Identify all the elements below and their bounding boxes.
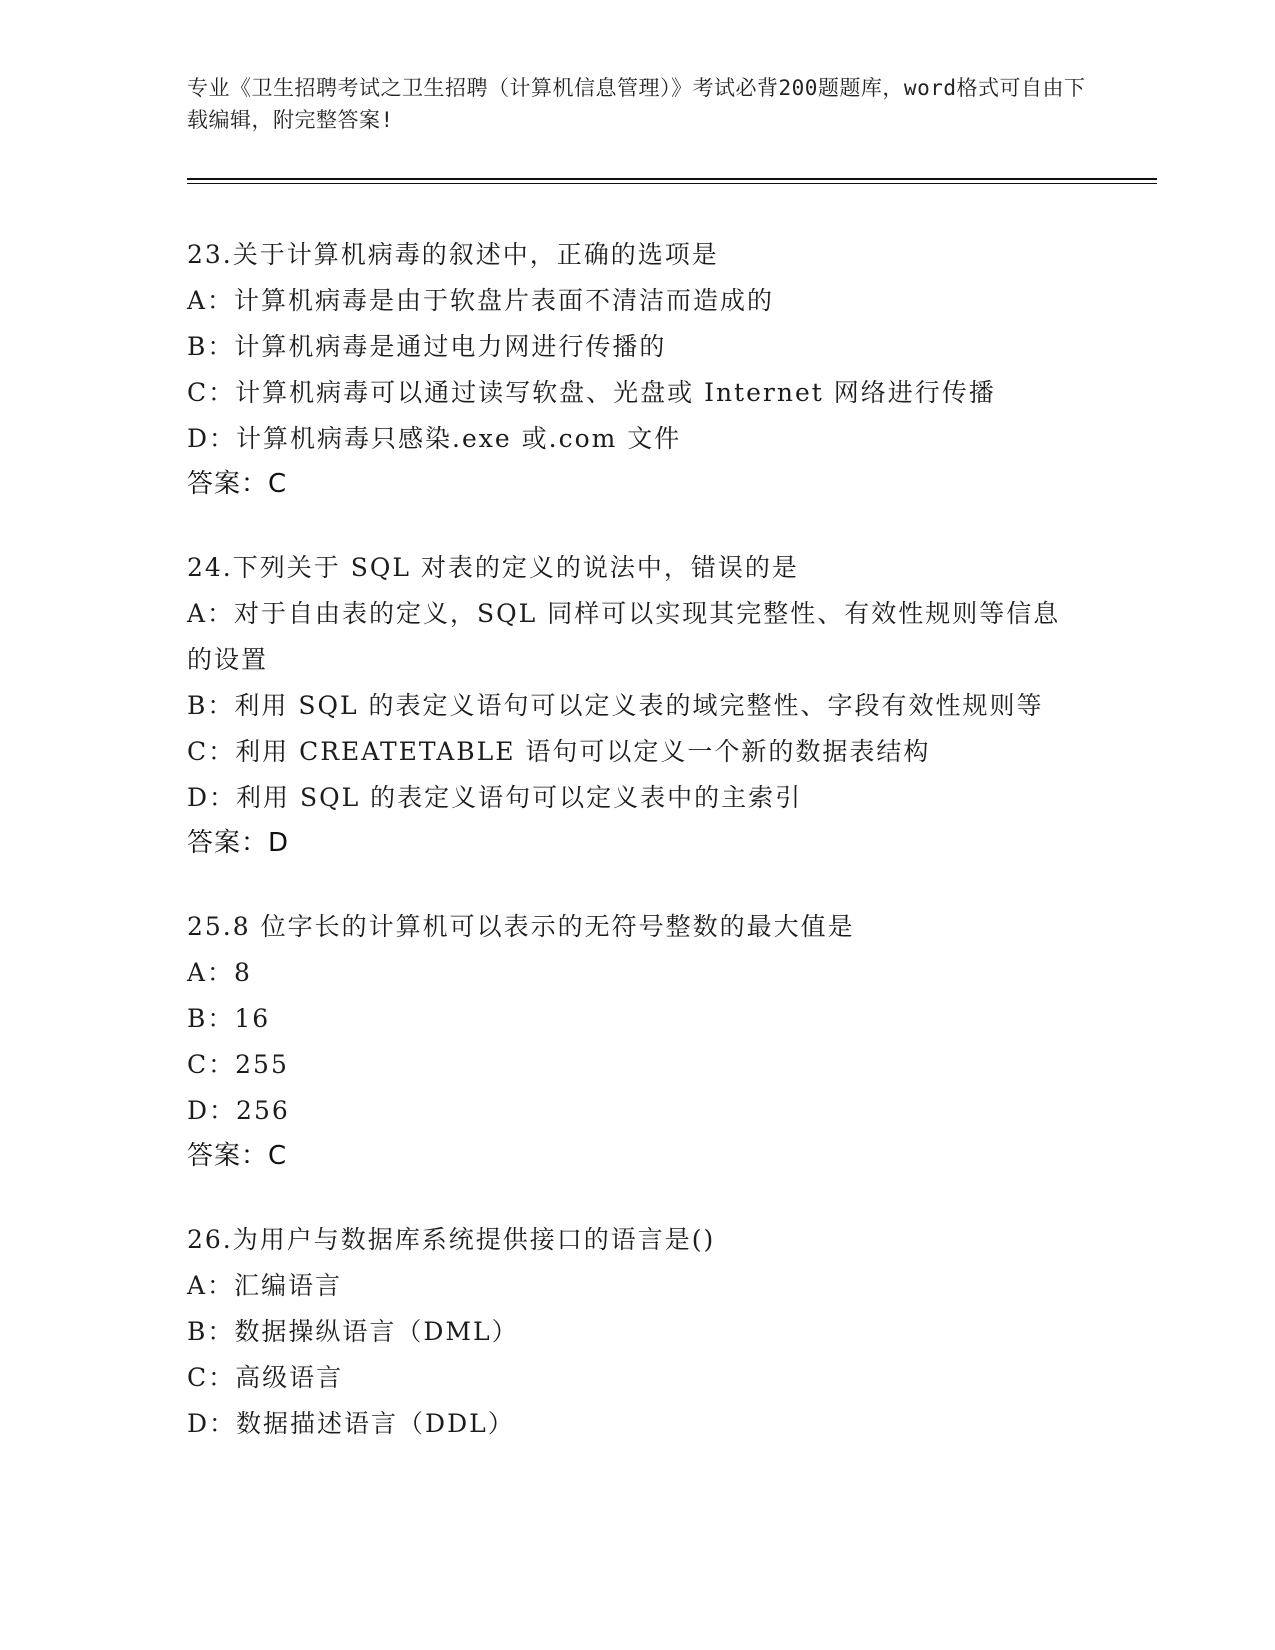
question-stem: 26.为用户与数据库系统提供接口的语言是() [187,1225,716,1254]
option-d: D：计算机病毒只感染.exe 或.com 文件 [187,424,682,453]
question-item [187,904,1087,1178]
answer-label: 答案：C [187,1141,288,1171]
option-b: B：16 [187,1004,271,1033]
answer-label: 答案：D [187,828,290,858]
answer-label: 答案：C [187,469,288,499]
option-c: C：255 [187,1050,289,1079]
question-list [187,232,1087,1486]
option-d: D：利用 SQL 的表定义语句可以定义表中的主索引 [187,783,803,812]
option-c: C：高级语言 [187,1363,344,1392]
question-stem: 25.8 位字长的计算机可以表示的无符号整数的最大值是 [187,912,855,941]
question-item [187,1217,1087,1447]
document-header: 专业《卫生招聘考试之卫生招聘（计算机信息管理）》考试必背200题题库，word格式可自由下载编辑，附完整答案! [187,76,1086,132]
option-c: C：计算机病毒可以通过读写软盘、光盘或 Internet 网络进行传播 [187,378,996,407]
option-a: A：8 [187,958,252,987]
option-b: B：数据操纵语言（DML） [187,1317,519,1346]
question-item [187,545,1087,865]
header-divider-thin [187,183,1157,184]
question-stem: 23.关于计算机病毒的叙述中，正确的选项是 [187,240,719,269]
option-d: D：数据描述语言（DDL） [187,1409,515,1438]
question-stem: 24.下列关于 SQL 对表的定义的说法中，错误的是 [187,553,799,582]
option-a: A：汇编语言 [187,1271,343,1300]
option-c: C：利用 CREATETABLE 语句可以定义一个新的数据表结构 [187,737,931,766]
option-a: A：计算机病毒是由于软盘片表面不清洁而造成的 [187,286,775,315]
option-b: B：利用 SQL 的表定义语句可以定义表的域完整性、字段有效性规则等 [187,691,1044,720]
question-item [187,232,1087,506]
option-d: D：256 [187,1096,290,1125]
header-divider-thick [187,178,1157,180]
option-a: A：对于自由表的定义，SQL 同样可以实现其完整性、有效性规则等信息的设置 [187,599,1061,674]
option-b: B：计算机病毒是通过电力网进行传播的 [187,332,667,361]
